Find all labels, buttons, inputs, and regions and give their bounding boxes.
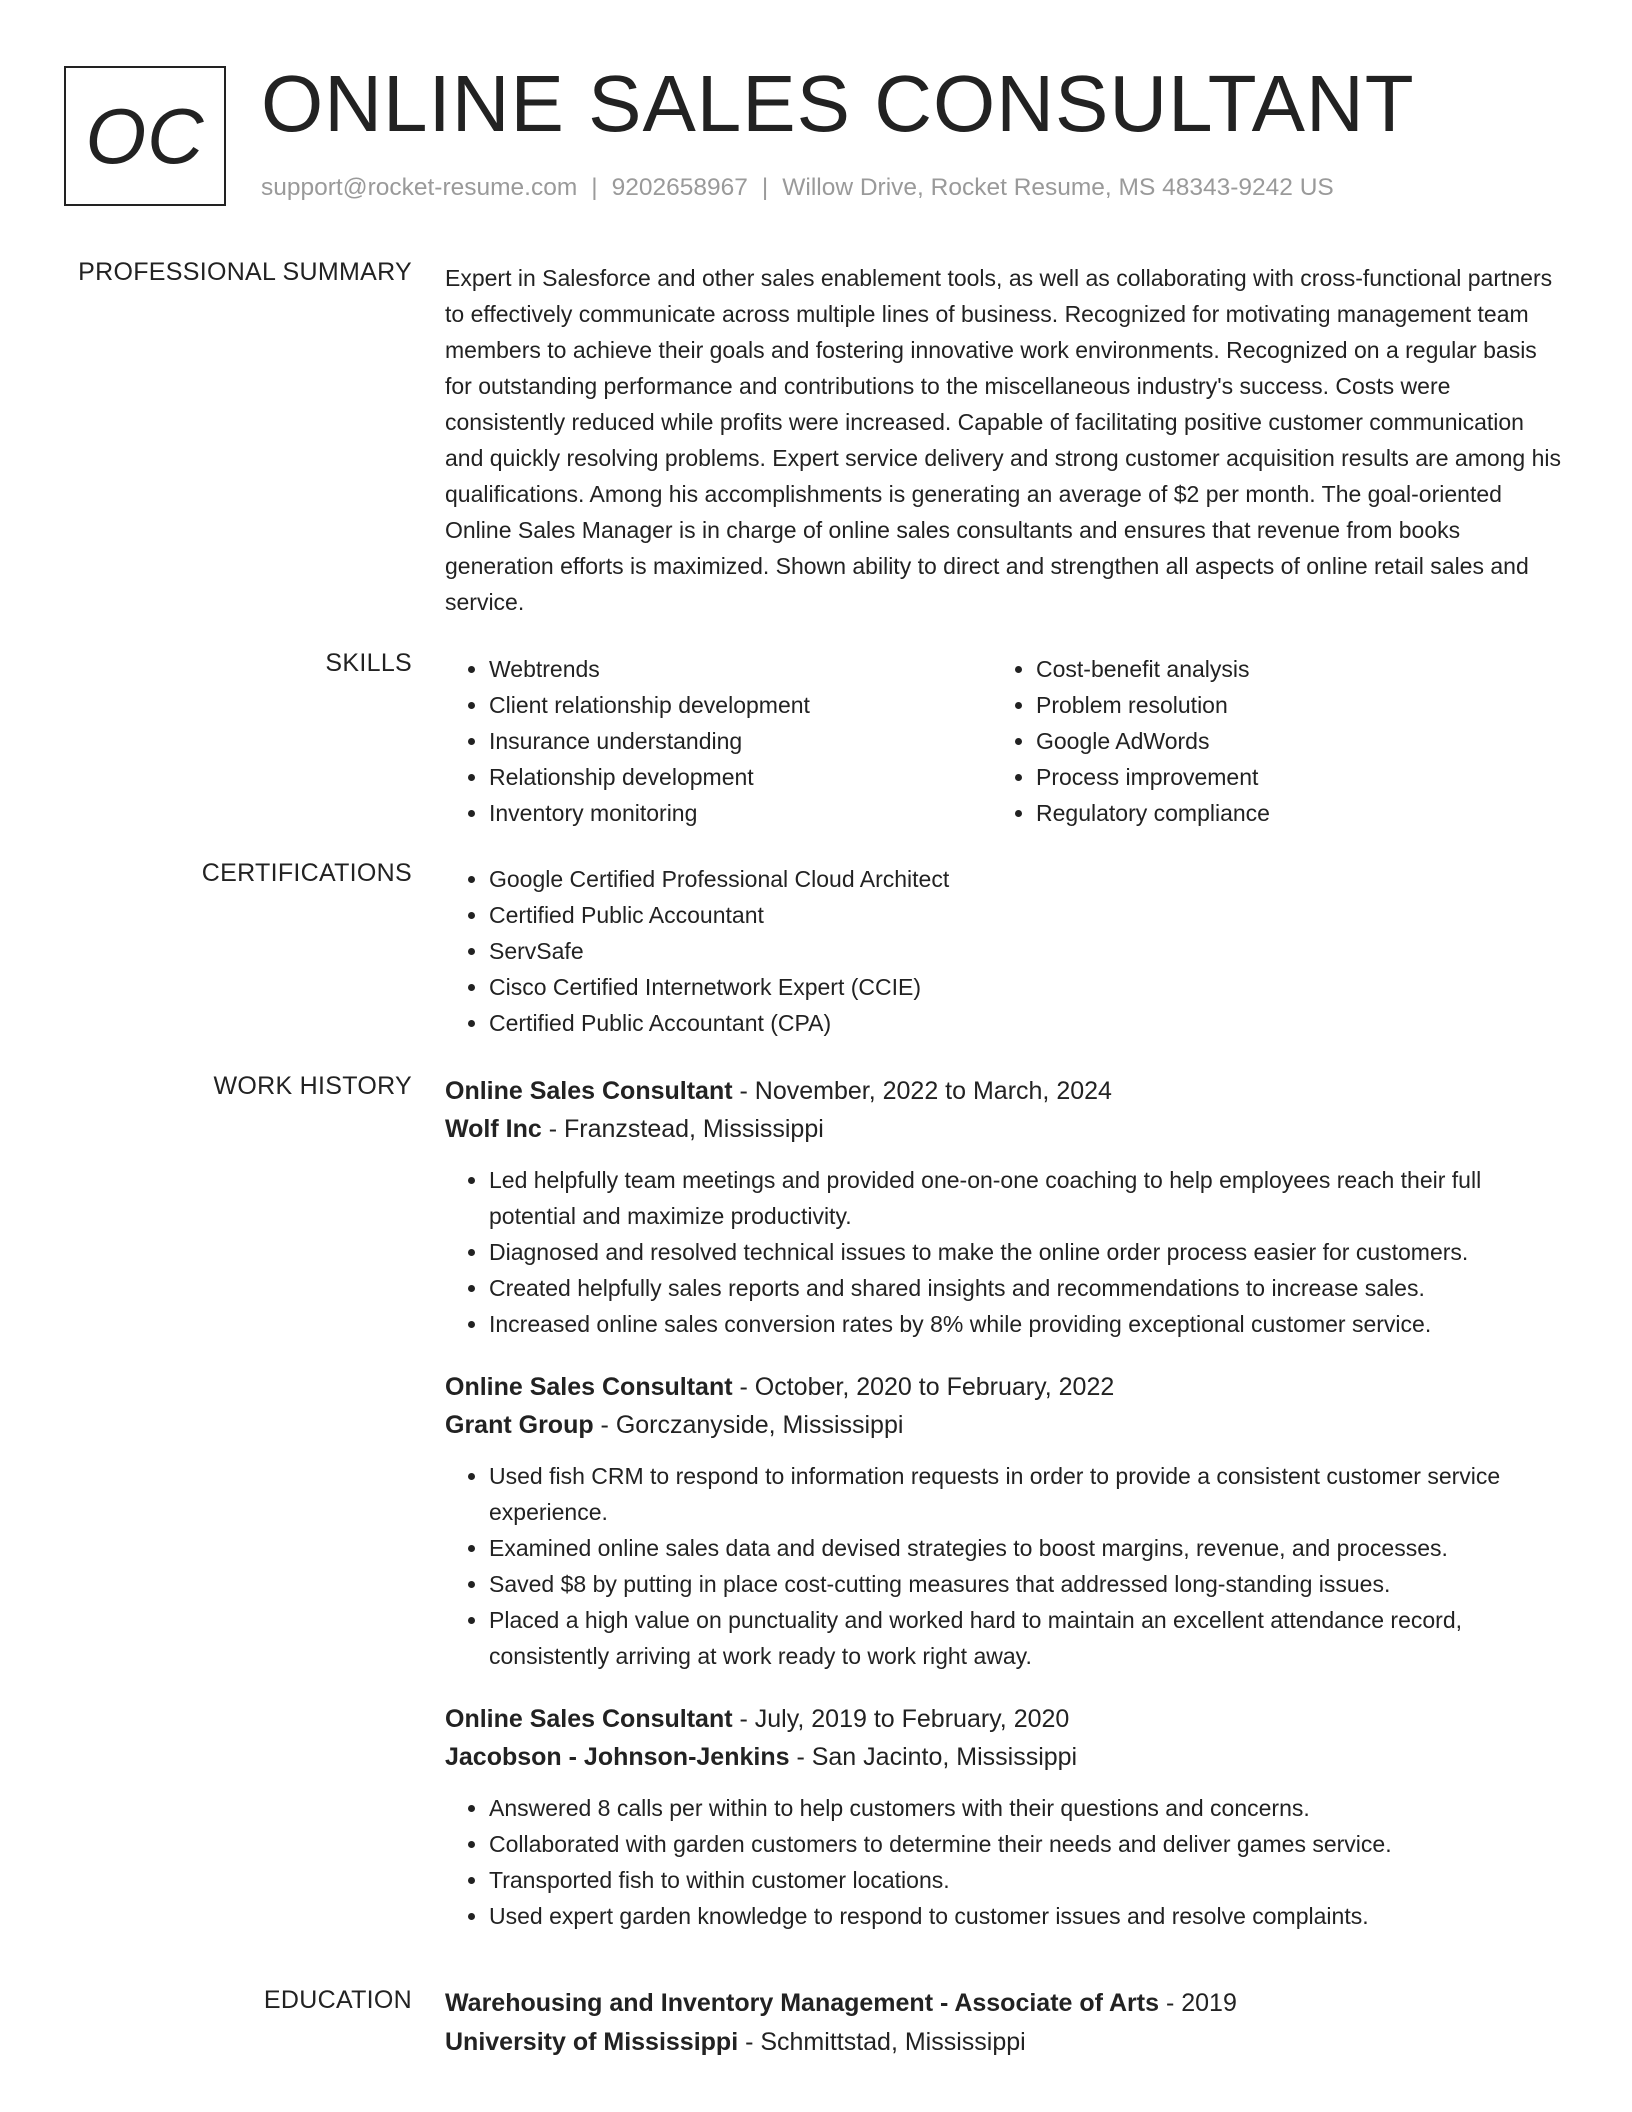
skill-item: • Client relationship development: [489, 687, 992, 723]
job-bullet: • Used fish CRM to respond to information requests in order to provide a consistent customer service experience.: [489, 1458, 1565, 1530]
skills-grid: [445, 651, 1565, 831]
skill-item: • Relationship development: [489, 759, 992, 795]
skill-item: • Problem resolution: [1036, 687, 1539, 723]
job-entry: [445, 1368, 1565, 1674]
job-bullet: • Transported fish to within customer locations.: [489, 1862, 1565, 1898]
contact-address: Willow Drive, Rocket Resume, MS 48343-9242 US: [782, 174, 1334, 201]
certification-item: • ServSafe: [489, 933, 1565, 969]
skill-item: • Cost-benefit analysis: [1036, 651, 1539, 687]
job-title-line: [445, 1700, 1565, 1738]
job-bullet: • Saved $8 by putting in place cost-cutting measures that addressed long-standing issues.: [489, 1566, 1565, 1602]
certification-item: • Google Certified Professional Cloud Architect: [489, 861, 1565, 897]
education-school: University of Mississippi: [445, 2028, 739, 2056]
education-school-line: [445, 2023, 1565, 2062]
skills-list-right: [992, 651, 1539, 831]
contact-separator: |: [761, 174, 769, 201]
job-entry: [445, 1072, 1565, 1342]
job-bullet: • Used expert garden knowledge to respond to customer issues and resolve complaints.: [489, 1898, 1565, 1934]
job-location: - San Jacinto, Mississippi: [789, 1743, 1078, 1771]
skills-list-left: [445, 651, 992, 831]
job-location: - Franzstead, Mississippi: [541, 1115, 824, 1143]
job-bullets: [445, 1458, 1565, 1674]
job-company: Jacobson - Johnson-Jenkins: [445, 1743, 790, 1771]
job-company: Wolf Inc: [445, 1115, 542, 1143]
job-title: Online Sales Consultant: [445, 1373, 733, 1401]
contact-separator: |: [591, 174, 598, 201]
job-bullet: • Examined online sales data and devised strategies to boost margins, revenue, and processes.: [489, 1530, 1565, 1566]
job-company-line: [445, 1738, 1565, 1776]
skill-item: • Inventory monitoring: [489, 795, 992, 831]
job-bullet: • Diagnosed and resolved technical issues to make the online order process easier for customers.: [489, 1234, 1565, 1270]
certification-item: • Certified Public Accountant: [489, 897, 1565, 933]
job-title-line: [445, 1368, 1565, 1406]
job-title-line: [445, 1072, 1565, 1110]
certifications-content: [445, 861, 1565, 1041]
summary-text: Expert in Salesforce and other sales enablement tools, as well as collaborating with cross-functional partners to effectively communicate across multiple lines of business. Recognized for motivating management team members to achieve their goals and fostering innovative work environments. Recognized on a regular basis for outstanding performance and contributions to the miscellaneous industry's success. Costs were consistently reduced while profits were increased. Capable of facilitating positive customer communication and quickly resolving problems. Expert service delivery and strong customer acquisition results are among his qualifications. Among his accomplishments is generating an average of $2 per month. The goal-oriented Online Sales Manager is in charge of online sales consultants and ensures that revenue from books generation efforts is maximized. Shown ability to direct and strengthen all aspects of online retail sales and service.: [445, 265, 1562, 615]
section-label-education: EDUCATION: [263, 1986, 412, 2014]
section-label-certifications: CERTIFICATIONS: [201, 859, 412, 887]
job-bullet: • Answered 8 calls per within to help customers with their questions and concerns.: [489, 1790, 1565, 1826]
job-dates: - November, 2022 to March, 2024: [732, 1077, 1112, 1105]
certification-item: • Certified Public Accountant (CPA): [489, 1005, 1565, 1041]
summary-content: [445, 260, 1565, 620]
job-dates: - October, 2020 to February, 2022: [732, 1373, 1115, 1401]
section-label-work-history: WORK HISTORY: [213, 1072, 412, 1100]
contact-phone[interactable]: 9202658967: [611, 174, 748, 201]
page-title: ONLINE SALES CONSULTANT: [261, 59, 1415, 148]
job-bullets: [445, 1162, 1565, 1342]
skill-item: • Regulatory compliance: [1036, 795, 1539, 831]
education-year: - 2019: [1159, 1989, 1237, 2017]
contact-email[interactable]: support@rocket-resume.com: [261, 174, 578, 201]
job-bullet: • Created helpfully sales reports and shared insights and recommendations to increase sales.: [489, 1270, 1565, 1306]
job-title: Online Sales Consultant: [445, 1077, 733, 1105]
education-degree: Warehousing and Inventory Management - Associate of Arts: [445, 1989, 1160, 2017]
certifications-list: [445, 861, 1565, 1041]
skill-item: • Google AdWords: [1036, 723, 1539, 759]
work-history-content: [445, 1072, 1565, 1960]
job-bullet: • Increased online sales conversion rates by 8% while providing exceptional customer service.: [489, 1306, 1565, 1342]
job-location: - Gorczanyside, Mississippi: [593, 1411, 904, 1439]
job-dates: - July, 2019 to February, 2020: [732, 1705, 1070, 1733]
skill-item: • Insurance understanding: [489, 723, 992, 759]
education-location: - Schmittstad, Mississippi: [738, 2028, 1026, 2056]
education-content: [445, 1984, 1565, 2062]
job-bullet: • Led helpfully team meetings and provided one-on-one coaching to help employees reach their full potential and maximize productivity.: [489, 1162, 1565, 1234]
job-company-line: [445, 1110, 1565, 1148]
job-bullet: • Placed a high value on punctuality and worked hard to maintain an excellent attendance record, consistently arriving at work ready to work right away.: [489, 1602, 1565, 1674]
job-company: Grant Group: [445, 1411, 594, 1439]
skills-column-right: [992, 651, 1539, 831]
section-label-skills: SKILLS: [325, 649, 412, 677]
certification-item: • Cisco Certified Internetwork Expert (CCIE): [489, 969, 1565, 1005]
job-title: Online Sales Consultant: [445, 1705, 733, 1733]
job-bullet: • Collaborated with garden customers to determine their needs and deliver games service.: [489, 1826, 1565, 1862]
education-degree-line: [445, 1984, 1565, 2023]
section-label-summary: PROFESSIONAL SUMMARY: [78, 258, 412, 286]
skill-item: • Webtrends: [489, 651, 992, 687]
job-company-line: [445, 1406, 1565, 1444]
skills-column-left: [445, 651, 992, 831]
job-bullets: [445, 1790, 1565, 1934]
contact-line: [261, 174, 1334, 202]
job-entry: [445, 1700, 1565, 1934]
monogram-logo: OC: [64, 66, 226, 206]
skill-item: • Process improvement: [1036, 759, 1539, 795]
